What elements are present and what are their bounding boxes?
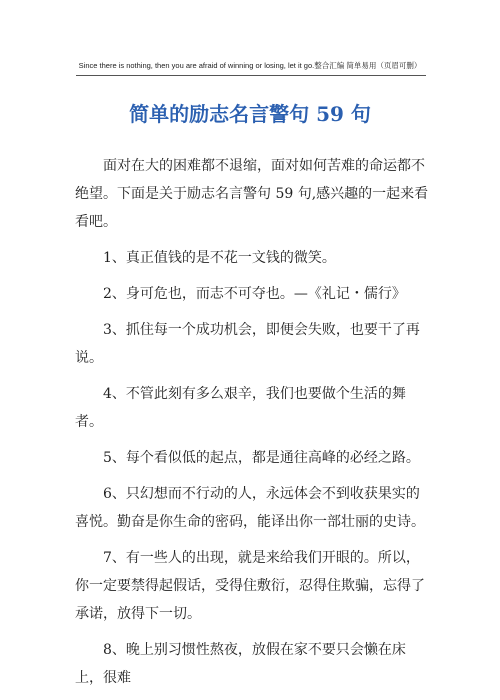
quote-item-1: 1、真正值钱的是不花一文钱的微笑。 <box>103 250 336 266</box>
quote-item-3: 3、抓住每一个成功机会，即便会失败，也要干了再说。 <box>75 322 420 366</box>
quote-item-7: 7、有一些人的出现，就是来给我们开眼的。所以，你一定要禁得起假话，受得住敷衍，忍得住欺骗，忘得了承诺，放得下一切。 <box>75 550 425 622</box>
intro-paragraph: 面对在大的困难都不退缩，面对如何苦难的命运都不绝望。下面是关于励志名言警句 59 句,感兴趣的一起来看看吧。 <box>75 158 429 230</box>
quote-item-6: 6、只幻想而不行动的人，永远体会不到收获果实的喜悦。勤奋是你生命的密码，能译出你一部壮丽的史诗。 <box>75 486 425 530</box>
page-header: Since there is nothing, then you are afraid of winning or losing, let it go.整合汇编 简单易用（页眉可删） <box>78 61 422 70</box>
quote-item-2: 2、身可危也，而志不可夺也。—《礼记・儒行》 <box>103 286 406 302</box>
document-title: 简单的励志名言警句 59 句 <box>129 102 371 126</box>
quote-item-5: 5、每个看似低的起点，都是通往高峰的必经之路。 <box>103 450 420 466</box>
quote-item-4: 4、不管此刻有多么艰辛，我们也要做个生活的舞者。 <box>75 386 406 430</box>
quote-item-8: 8、晚上别习惯性熬夜，放假在家不要只会懒在床上，很难 <box>75 642 406 686</box>
document-body <box>75 152 431 700</box>
header-divider <box>76 75 426 76</box>
